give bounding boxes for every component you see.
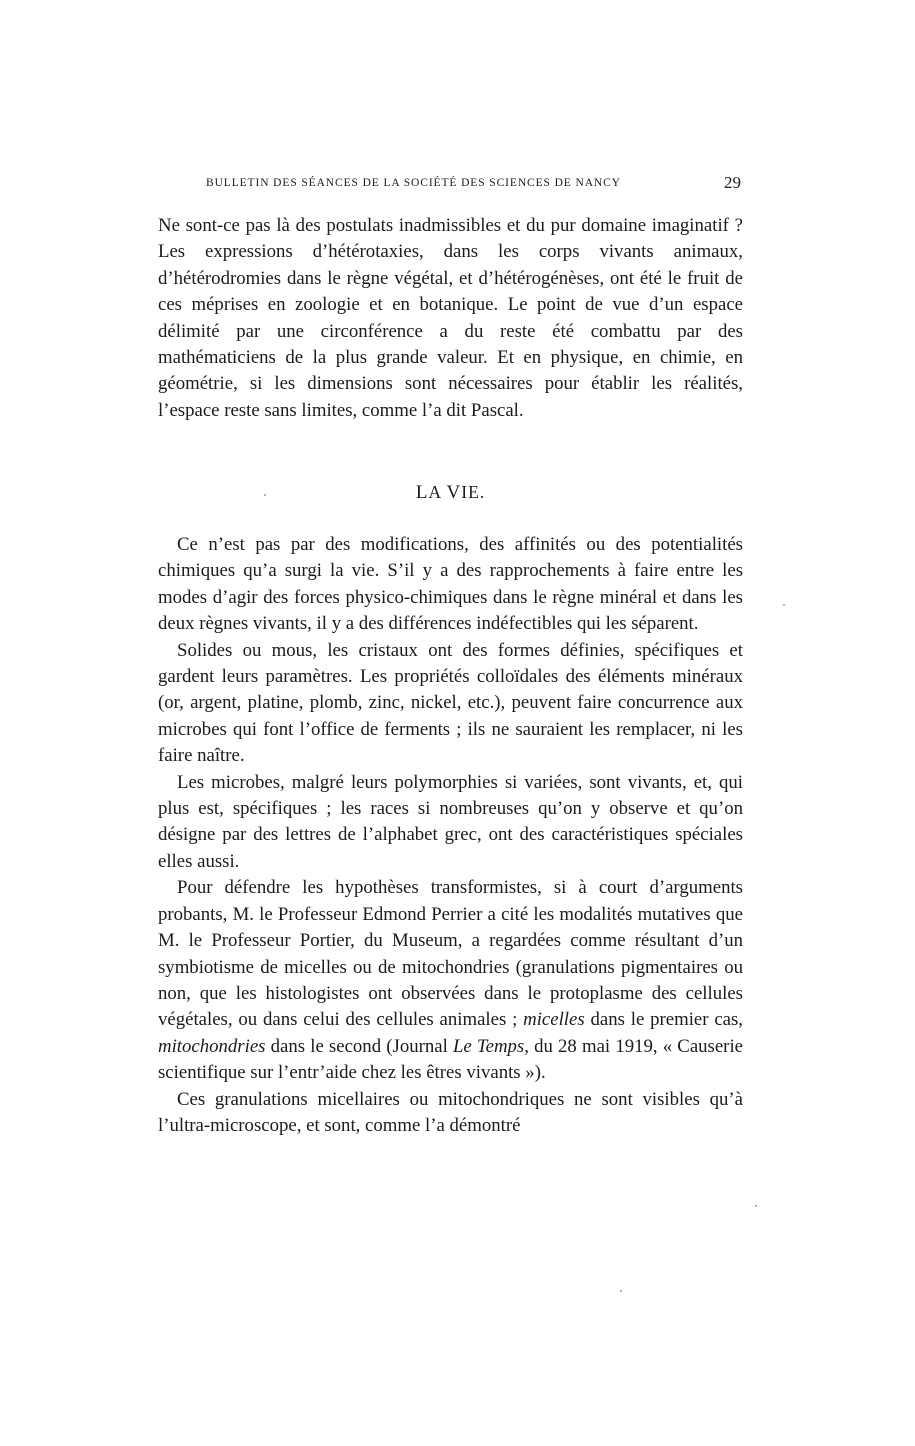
page-number: 29 [724, 173, 741, 192]
p4-text-a: Pour défendre les hypothèses transformistes, si à court d’arguments probants, M. le Professeur Edmond Perrier a cité les modalités mutatives que M. le Professeur Portier, du Museum, a regardées comme résultant d’un symbiotisme de micelles ou de mitochondries (granulations pigmentaires ou non, que les histologistes ont observées dans le protoplasme des cellules végétales, ou dans celui des cellules animales ; [158, 877, 743, 1031]
heading-small-caps-a: A [428, 482, 447, 502]
running-head [158, 174, 743, 196]
heading-initial-v: V [446, 482, 462, 503]
p4-text-d: du 28 mai 1919, « Causerie scientifique sur l’entr’aide chez les êtres vivants »). [158, 1035, 743, 1084]
paper-speck [755, 1205, 757, 1207]
section-heading [158, 482, 743, 504]
paragraph-transformist-hypotheses [158, 875, 743, 1086]
section-body [158, 532, 743, 1139]
paragraph-granulations: Ces granulations micellaires ou mitochondriques ne sont visibles qu’à l’ultra-microscope, et sont, comme l’a démontré [158, 1088, 743, 1136]
opening-text-block [158, 213, 743, 424]
paper-speck [620, 1290, 622, 1292]
p4-italic-micelles: micelles [523, 1009, 585, 1031]
paragraph-origin-of-life: Ce n’est pas par des modifications, des affinités ou des potentialités chimiques qu’a surgi la vie. S’il y a des rapprochements à faire entre les modes d’agir des forces physico-chimiques dans le règne minéral et dans les deux règnes vivants, il y a des différences indéfectibles qui les séparent. [158, 534, 743, 635]
paragraph-crystals: Solides ou mous, les cristaux ont des formes définies, spécifiques et gardent leurs paramètres. Les propriétés colloïdales des éléments minéraux (or, argent, platine, plomb, zinc, nickel, etc.), peuvent faire concurrence aux microbes qui font l’office de ferments ; ils ne sauraient les remplacer, ni les faire naître. [158, 639, 743, 767]
paragraph-microbes: Les microbes, malgré leurs polymorphies si variées, sont vivants, et, qui plus est, spécifiques ; les races si nombreuses qu’on y observe et qu’on désigne par des lettres de l’alphabet grec, ont des caractéristiques spéciales elles aussi. [158, 771, 743, 872]
paper-speck [264, 494, 266, 496]
p4-text-c: dans le second (Journal [265, 1035, 453, 1057]
p4-italic-mitochondries: mitochondries [158, 1035, 266, 1057]
running-title: BULLETIN DES SÉANCES DE LA SOCIÉTÉ DES SCIENCES DE NANCY [206, 177, 621, 189]
opening-paragraph: Ne sont-ce pas là des postulats inadmissibles et du pur domaine imaginatif ? Les expressions d’hétérotaxies, dans les corps vivants animaux, d’hétérodromies dans le règne végétal, et d’hétérogénèses, ont été le fruit de ces méprises en zoologie et en botanique. Le point de vue d’un espace délimité par une circonférence a du reste été combattu par des mathématiciens de la plus grande valeur. Et en physique, en chimie, en géométrie, si les dimensions sont nécessaires pour établir les réalités, l’espace reste sans limites, comme l’a dit Pascal. [158, 215, 743, 421]
p4-italic-le-temps: Le Temps, [452, 1035, 529, 1057]
paper-speck [783, 604, 785, 606]
heading-initial-l: L [415, 482, 429, 503]
heading-small-caps-ie: IE. [461, 482, 486, 502]
p4-text-b: dans le premier cas, [584, 1009, 743, 1031]
